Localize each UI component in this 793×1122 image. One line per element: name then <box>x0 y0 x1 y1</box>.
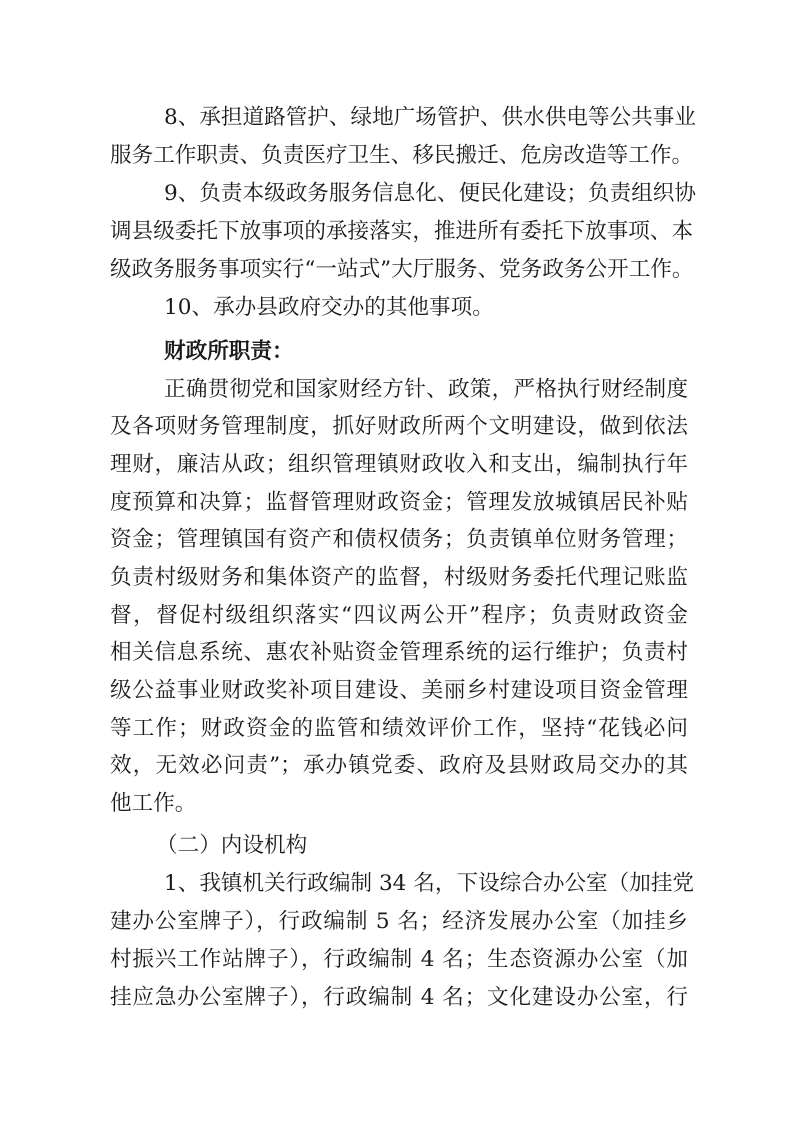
finance-body-line-8: 相关信息系统、惠农补贴资金管理系统的运行维护；负责村 <box>110 640 688 665</box>
finance-body-line-11: 效，无效必问责”；承办镇党委、政府及县财政局交办的其 <box>110 753 688 778</box>
item-9-line-3: 级政务服务事项实行“一站式”大厅服务、党务政务公开工作。 <box>110 257 694 282</box>
item-9-line-1: 9、负责本级政务服务信息化、便民化建设；负责组织协 <box>164 181 696 206</box>
item-8-line-2: 服务工作职责、负责医疗卫生、移民搬迁、危房改造等工作。 <box>110 143 694 168</box>
finance-body-line-9: 级公益事业财政奖补项目建设、美丽乡村建设项目资金管理 <box>110 678 688 703</box>
finance-body-line-1: 正确贯彻党和国家财经方针、政策，严格执行财经制度 <box>164 377 688 402</box>
section-2-heading: （二）内设机构 <box>156 833 308 858</box>
finance-body-line-12: 他工作。 <box>110 791 197 816</box>
finance-body-line-4: 度预算和决算；监督管理财政资金；管理发放城镇居民补贴 <box>110 490 688 515</box>
finance-body-line-6: 负责村级财务和集体资产的监督，村级财务委托代理记账监 <box>110 565 688 590</box>
finance-body-line-7: 督，督促村级组织落实“四议两公开”程序；负责财政资金 <box>110 603 688 628</box>
section-2-item-1-line-4: 挂应急办公室牌子），行政编制 4 名；文化建设办公室，行 <box>110 985 688 1010</box>
section-2-item-1-line-2: 建办公室牌子），行政编制 5 名；经济发展办公室（加挂乡 <box>110 909 688 934</box>
finance-heading: 财政所职责： <box>164 339 294 364</box>
item-8-line-1: 8、承担道路管护、绿地广场管护、供水供电等公共事业 <box>164 105 696 130</box>
finance-body-line-3: 理财，廉洁从政；组织管理镇财政收入和支出，编制执行年 <box>110 452 688 477</box>
section-2-item-1-line-3: 村振兴工作站牌子），行政编制 4 名；生态资源办公室（加 <box>110 947 688 972</box>
finance-body-line-10: 等工作；财政资金的监管和绩效评价工作，坚持“花钱必问 <box>110 716 688 741</box>
finance-body-line-2: 及各项财务管理制度，抓好财政所两个文明建设，做到依法 <box>110 414 688 439</box>
item-9-line-2: 调县级委托下放事项的承接落实，推进所有委托下放事项、本 <box>110 219 694 244</box>
finance-body-line-5: 资金；管理镇国有资产和债权债务；负责镇单位财务管理； <box>110 527 688 552</box>
section-2-item-1-line-1: 1、我镇机关行政编制 34 名，下设综合办公室（加挂党 <box>164 871 695 896</box>
item-10-line-1: 10、承办县政府交办的其他事项。 <box>164 295 494 320</box>
